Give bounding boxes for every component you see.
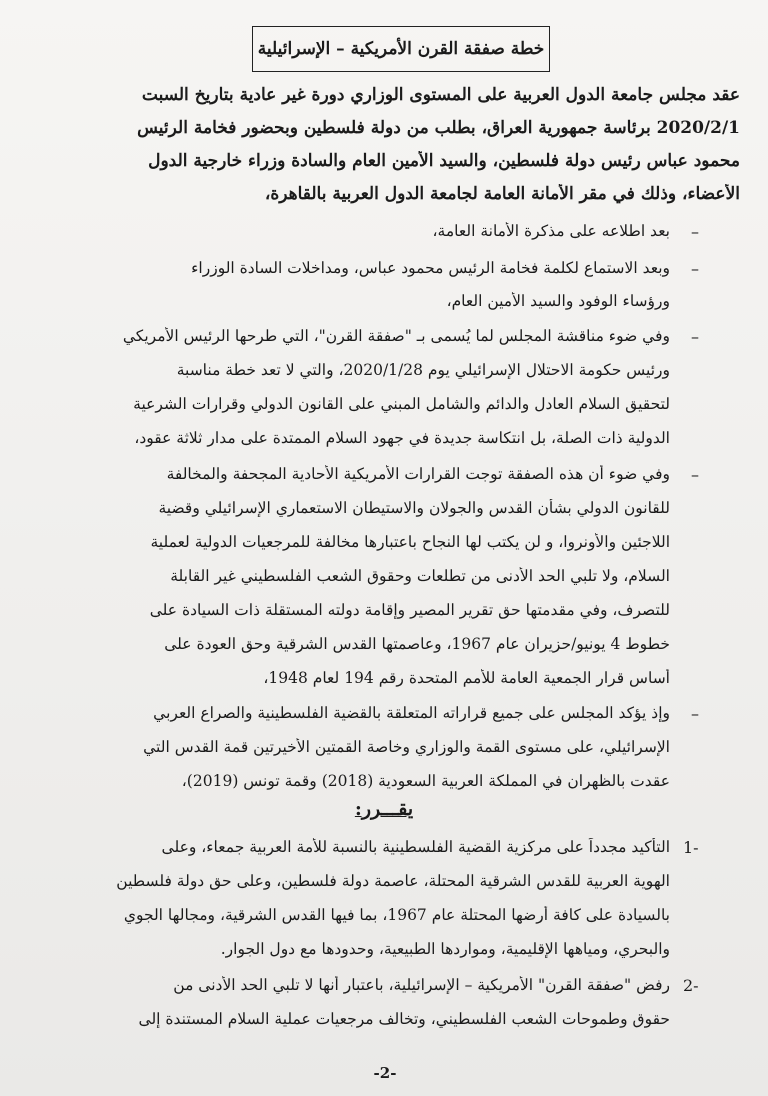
clause-line: رفض "صفقة القرن" الأمريكية – الإسرائيلية، باعتبار أنها لا تلبي الحد الأدنى من: [173, 976, 670, 994]
preamble-line: أساس قرار الجمعية العامة للأمم المتحدة رقم 194 لعام 1948،: [263, 669, 670, 687]
clause-number: 1-: [683, 838, 699, 857]
preamble-line: وإذ يؤكد المجلس على جميع قراراته المتعلقة بالقضية الفلسطينية والصراع العربي: [153, 704, 670, 722]
decides-heading: يقـــرر:: [354, 798, 414, 820]
intro-line: الأعضاء، وذلك في مقر الأمانة العامة لجامعة الدول العربية بالقاهرة،: [264, 184, 740, 204]
preamble-bullet: –: [691, 465, 699, 484]
preamble-bullet: –: [691, 327, 699, 346]
preamble-line: ورؤساء الوفود والسيد الأمين العام،: [446, 292, 670, 310]
preamble-line: الإسرائيلي، على مستوى القمة والوزاري وخاصة القمتين الأخيرتين قمة القدس التي: [143, 738, 670, 756]
clause-line: الهوية العربية للقدس الشرقية المحتلة، عاصمة دولة فلسطين، وعلى حق دولة فلسطين: [116, 872, 670, 890]
preamble-line: اللاجئين والأونروا، و لن يكتب لها النجاح باعتبارها مخالفة للمرجعيات الدولية لعملية: [150, 533, 670, 551]
preamble-line: بعد اطلاعه على مذكرة الأمانة العامة،: [432, 222, 670, 240]
preamble-line: وفي ضوء أن هذه الصفقة توجت القرارات الأمريكية الأحادية المجحفة والمخالفة: [166, 465, 670, 483]
preamble-bullet: –: [691, 259, 699, 278]
preamble-line: الدولية ذات الصلة، بل انتكاسة جديدة في جهود السلام الممتدة على مدار ثلاثة عقود،: [134, 429, 670, 447]
document-title: خطة صفقة القرن الأمريكية – الإسرائيلية: [252, 26, 550, 72]
clause-line: بالسيادة على كافة أرضها المحتلة عام 1967، بما فيها القدس الشرقية، ومجالها الجوي: [123, 906, 670, 924]
preamble-line: للتصرف، وفي مقدمتها حق تقرير المصير وإقامة دولته المستقلة ذات السيادة على: [149, 601, 670, 619]
intro-line: 2020/2/1 برئاسة جمهورية العراق، بطلب من دولة فلسطين وبحضور فخامة الرئيس: [137, 118, 740, 138]
preamble-line: السلام، ولا تلبي الحد الأدنى من تطلعات وحقوق الشعب الفلسطيني غير القابلة: [170, 567, 670, 585]
clause-line: التأكيد مجدداً على مركزية القضية الفلسطينية بالنسبة للأمة العربية جمعاء، وعلى: [161, 838, 670, 856]
preamble-line: ورئيس حكومة الاحتلال الإسرائيلي يوم 2020/1/28، والتي لا تعد خطة مناسبة: [176, 361, 670, 379]
preamble-line: وبعد الاستماع لكلمة فخامة الرئيس محمود عباس، ومداخلات السادة الوزراء: [191, 259, 670, 277]
preamble-bullet: –: [691, 222, 699, 241]
intro-line: عقد مجلس جامعة الدول العربية على المستوى الوزاري دورة غير عادية بتاريخ السبت: [141, 85, 740, 105]
clause-line: حقوق وطموحات الشعب الفلسطيني، وتخالف مرجعيات عملية السلام المستندة إلى: [138, 1010, 670, 1028]
clause-number: 2-: [683, 976, 699, 995]
intro-line: محمود عباس رئيس دولة فلسطين، والسيد الأمين العام والسادة وزراء خارجية الدول: [148, 151, 740, 171]
clause-line: والبحري، ومياهها الإقليمية، ومواردها الطبيعية، وحدودها مع دول الجوار.: [220, 940, 670, 958]
preamble-line: وفي ضوء مناقشة المجلس لما يُسمى بـ "صفقة القرن"، التي طرحها الرئيس الأمريكي: [122, 327, 670, 345]
preamble-line: عقدت بالظهران في المملكة العربية السعودية (2018) وقمة تونس (2019)،: [181, 772, 670, 790]
preamble-bullet: –: [691, 704, 699, 723]
preamble-line: لتحقيق السلام العادل والدائم والشامل المبني على القانون الدولي وقرارات الشرعية: [133, 395, 670, 413]
page-number: -2-: [373, 1064, 397, 1082]
preamble-line: للقانون الدولي بشأن القدس والجولان والاستيطان الاستعماري الإسرائيلي وقضية: [158, 499, 670, 517]
preamble-line: خطوط 4 يونيو/حزيران عام 1967، وعاصمتها القدس الشرقية وحق العودة على: [164, 635, 670, 653]
